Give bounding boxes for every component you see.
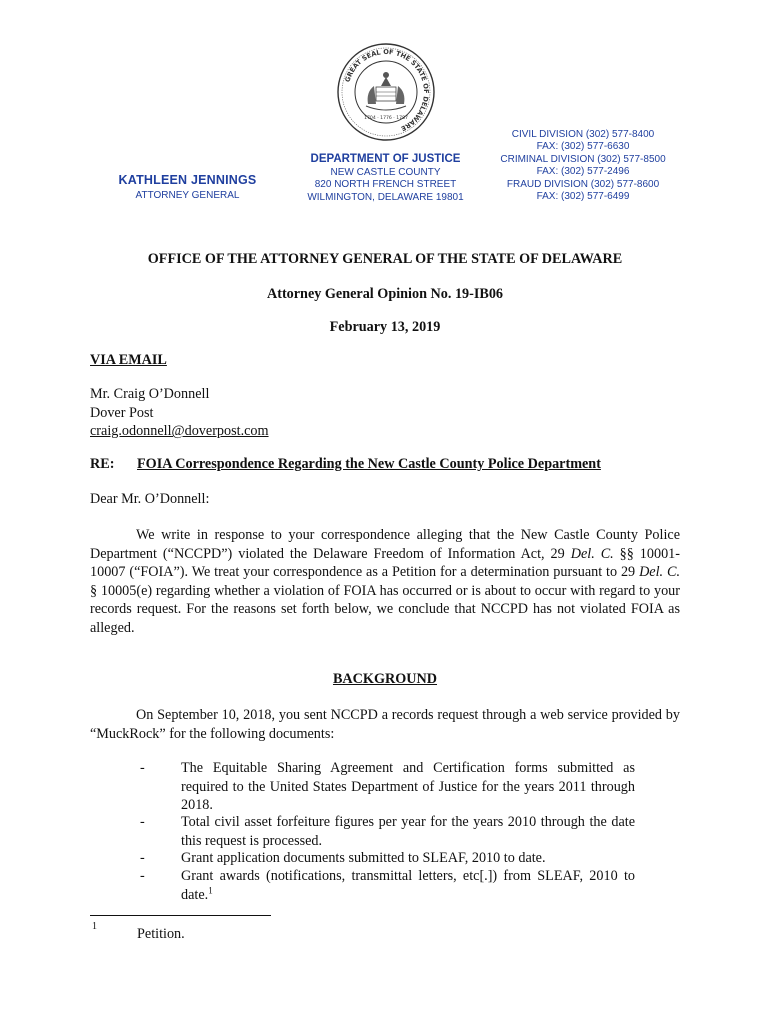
background-paragraph: On September 10, 2018, you sent NCCPD a records request through a web service provided by “MuckRock” for the following documents: [90, 707, 680, 742]
intro-paragraph: We write in response to your correspondence alleging that the New Castle County Police Department (“NCCPD”) violated the Delaware Freedom of Information Act, 29 Del. C. §§ 10001-10007 (“FOIA”). We treat your correspondence as a Petition for a determination pursuant to 29 Del. C. § 10005(e) regarding whether a violation of FOIA has occurred or is about to occur with regard to your records request. For the reasons set forth below, we conclude that NCCPD has not violated FOIA as alleged. [90, 527, 680, 636]
salutation: Dear Mr. O’Donnell: [90, 491, 210, 507]
phone-line: CIVIL DIVISION (302) 577-8400 [511, 129, 655, 140]
bullet-dash: - [140, 868, 145, 884]
recipient-name: Mr. Craig O’Donnell [90, 386, 210, 402]
letterhead-right [488, 129, 678, 203]
citation: Del. C. [639, 564, 680, 581]
re-label: RE: [90, 456, 115, 472]
footnote-divider [90, 915, 271, 916]
background-heading: BACKGROUND [332, 671, 438, 687]
state-seal-logo [336, 42, 436, 142]
attorney-general-name: KATHLEEN JENNINGS [118, 173, 257, 187]
phone-line: FRAUD DIVISION (302) 577-8600 [506, 178, 660, 190]
footnote-number: 1 [92, 921, 97, 932]
recipient-block [90, 385, 269, 441]
list-item-text: Grant awards (notifications, transmittal letters, etc[.]) from SLEAF, 2010 to date.$^1$ [181, 868, 635, 903]
list-item-text: The Equitable Sharing Agreement and Certification forms submitted as required to the United States Department of Justice for the years 2011 through 2018. [181, 760, 635, 814]
address-line-3: WILMINGTON, DELAWARE 19801 [307, 191, 464, 203]
address-line-2: 820 NORTH FRENCH STREET [314, 179, 457, 191]
footnote-text: Petition. [137, 926, 185, 942]
letterhead-center [298, 152, 473, 204]
recipient-org: Dover Post [90, 404, 154, 421]
seal-ring-text: GREAT SEAL OF THE STATE OF DELAWARE [343, 47, 431, 133]
list-item-text: Grant application documents submitted to SLEAF, 2010 to date. [181, 850, 546, 866]
list-item-text: Total civil asset forfeiture figures per year for the years 2010 through the date this request is processed. [181, 814, 635, 849]
department-name: DEPARTMENT OF JUSTICE [310, 153, 461, 165]
opinion-number: Attorney General Opinion No. 19-IB06 [266, 286, 504, 302]
bullet-dash: - [140, 850, 145, 866]
phone-line: FAX: (302) 577-2496 [536, 166, 630, 178]
bullet-dash: - [140, 814, 145, 830]
phone-line: CRIMINAL DIVISION (302) 577-8500 [500, 153, 666, 165]
phone-line: FAX: (302) 577-6499 [536, 191, 630, 203]
phone-line: FAX: (302) 577-6630 [536, 141, 630, 153]
footnote-ref[interactable]: 1 [208, 884, 213, 895]
opinion-date: February 13, 2019 [329, 319, 441, 335]
office-heading: OFFICE OF THE ATTORNEY GENERAL OF THE STATE OF DELAWARE [147, 251, 623, 267]
letterhead-left [110, 173, 265, 202]
re-subject: FOIA Correspondence Regarding the New Castle County Police Department [137, 456, 601, 472]
recipient-email-link[interactable]: craig.odonnell@doverpost.com [90, 423, 269, 440]
bullet-dash: - [140, 760, 145, 776]
citation: Del. C. [570, 545, 614, 562]
attorney-general-title: ATTORNEY GENERAL [135, 190, 240, 201]
address-line-1: NEW CASTLE COUNTY [330, 167, 441, 178]
via-email: VIA EMAIL [90, 352, 167, 368]
seal-dates: 1704 · 1776 · 1787 [364, 116, 408, 121]
